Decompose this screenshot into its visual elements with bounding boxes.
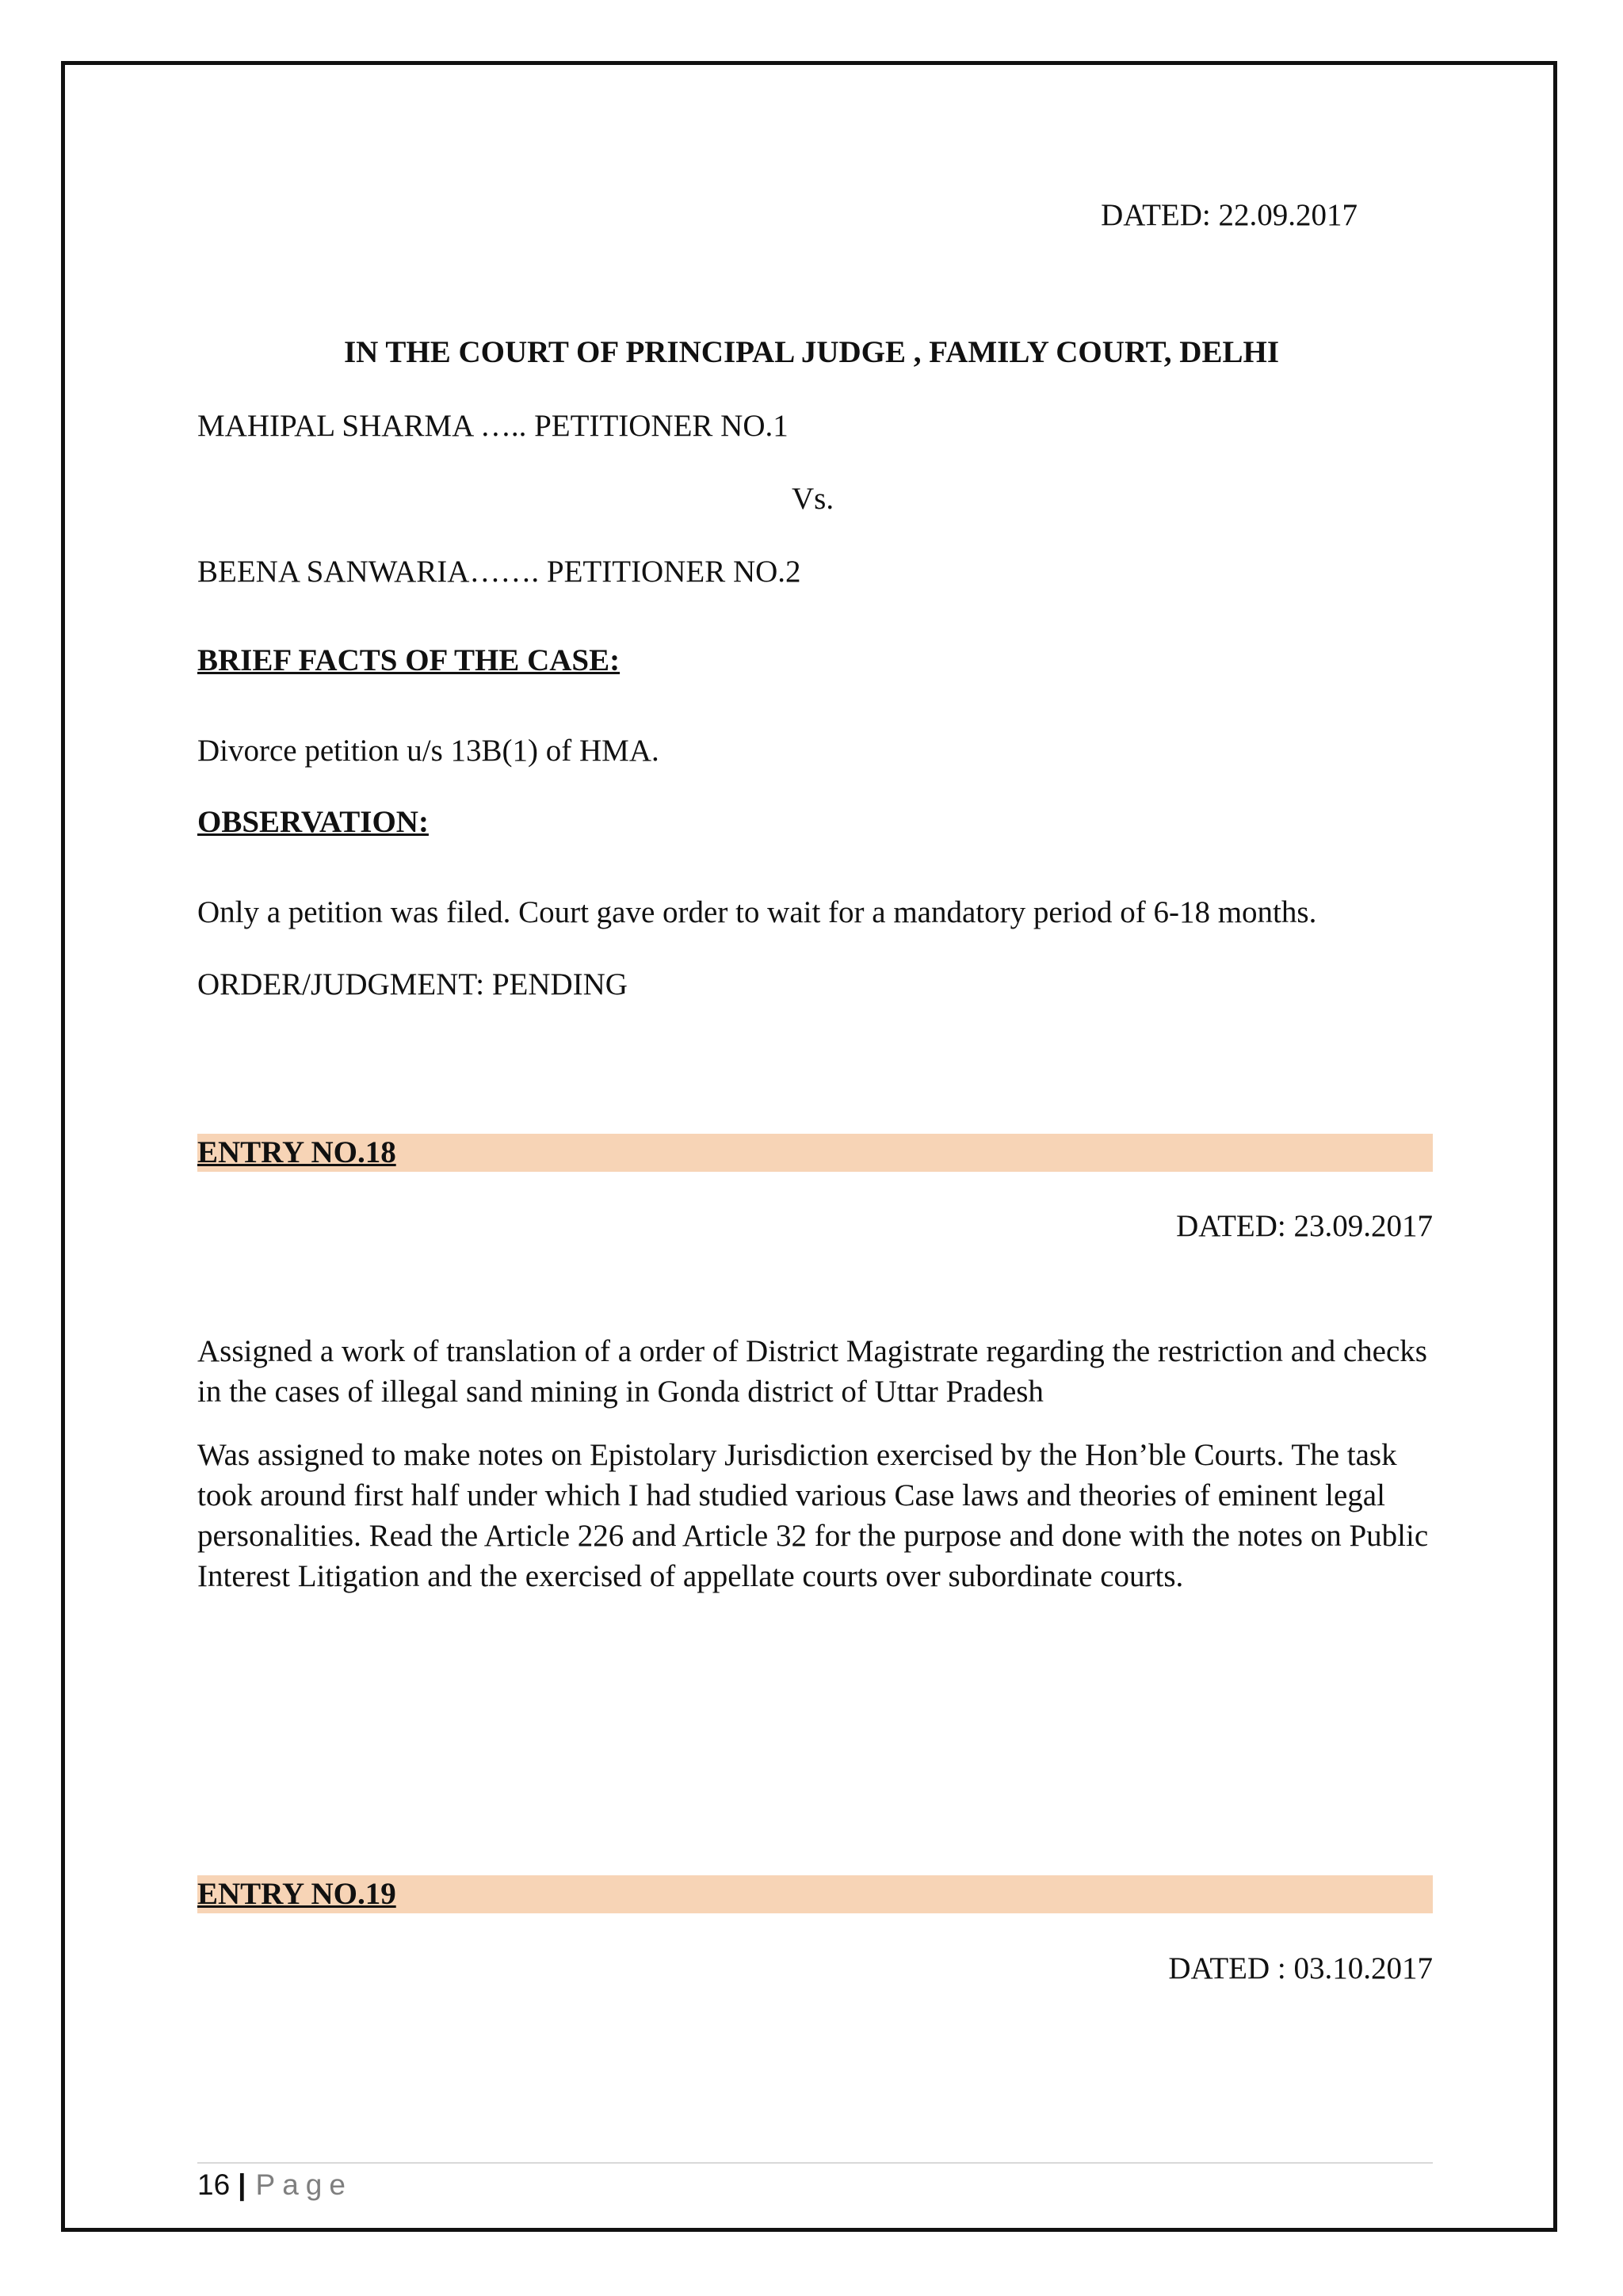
footer-separator: | xyxy=(238,2168,246,2201)
entry-19-label: ENTRY NO.19 xyxy=(197,1877,396,1911)
observation-text: Only a petition was filed. Court gave order to wait for a mandatory period of 6-18 months. xyxy=(197,895,1317,929)
page-label: Page xyxy=(255,2168,353,2201)
petitioner-1: MAHIPAL SHARMA ….. PETITIONER NO.1 xyxy=(197,409,789,443)
order-status: ORDER/JUDGMENT: PENDING xyxy=(197,967,628,1001)
page-footer xyxy=(197,2165,353,2205)
entry-18-date: DATED: 23.09.2017 xyxy=(1176,1209,1433,1243)
footer-divider xyxy=(197,2162,1433,2164)
header-date: DATED: 22.09.2017 xyxy=(1101,198,1358,232)
entry-19-date: DATED : 03.10.2017 xyxy=(1168,1951,1433,1985)
court-title: IN THE COURT OF PRINCIPAL JUDGE , FAMILY COURT, DELHI xyxy=(343,335,1280,369)
brief-facts-text: Divorce petition u/s 13B(1) of HMA. xyxy=(197,734,659,768)
petitioner-2: BEENA SANWARIA……. PETITIONER NO.2 xyxy=(197,555,801,589)
entry-18-paragraph-2: Was assigned to make notes on Epistolary Jurisdiction exercised by the Hon’ble Courts. The task took around first half under which I had studied various Case laws and theories of eminent legal personalities. Read the Article 226 and Article 32 for the purpose and done with the notes on Public Interest Litigation and the exercised of appellate courts over subordinate courts. xyxy=(197,1438,1429,1593)
entry-18-label: ENTRY NO.18 xyxy=(197,1135,396,1169)
entry-18-paragraph-1: Assigned a work of translation of a order of District Magistrate regarding the restriction and checks in the cases of illegal sand mining in Gonda district of Uttar Pradesh xyxy=(197,1334,1427,1409)
versus-text: Vs. xyxy=(792,482,834,516)
entry-19-band xyxy=(197,1875,1433,1913)
page-number: 16 xyxy=(197,2168,231,2201)
observation-heading: OBSERVATION: xyxy=(197,805,429,839)
brief-facts-heading: BRIEF FACTS OF THE CASE: xyxy=(197,643,621,677)
entry-18-band xyxy=(197,1134,1433,1172)
